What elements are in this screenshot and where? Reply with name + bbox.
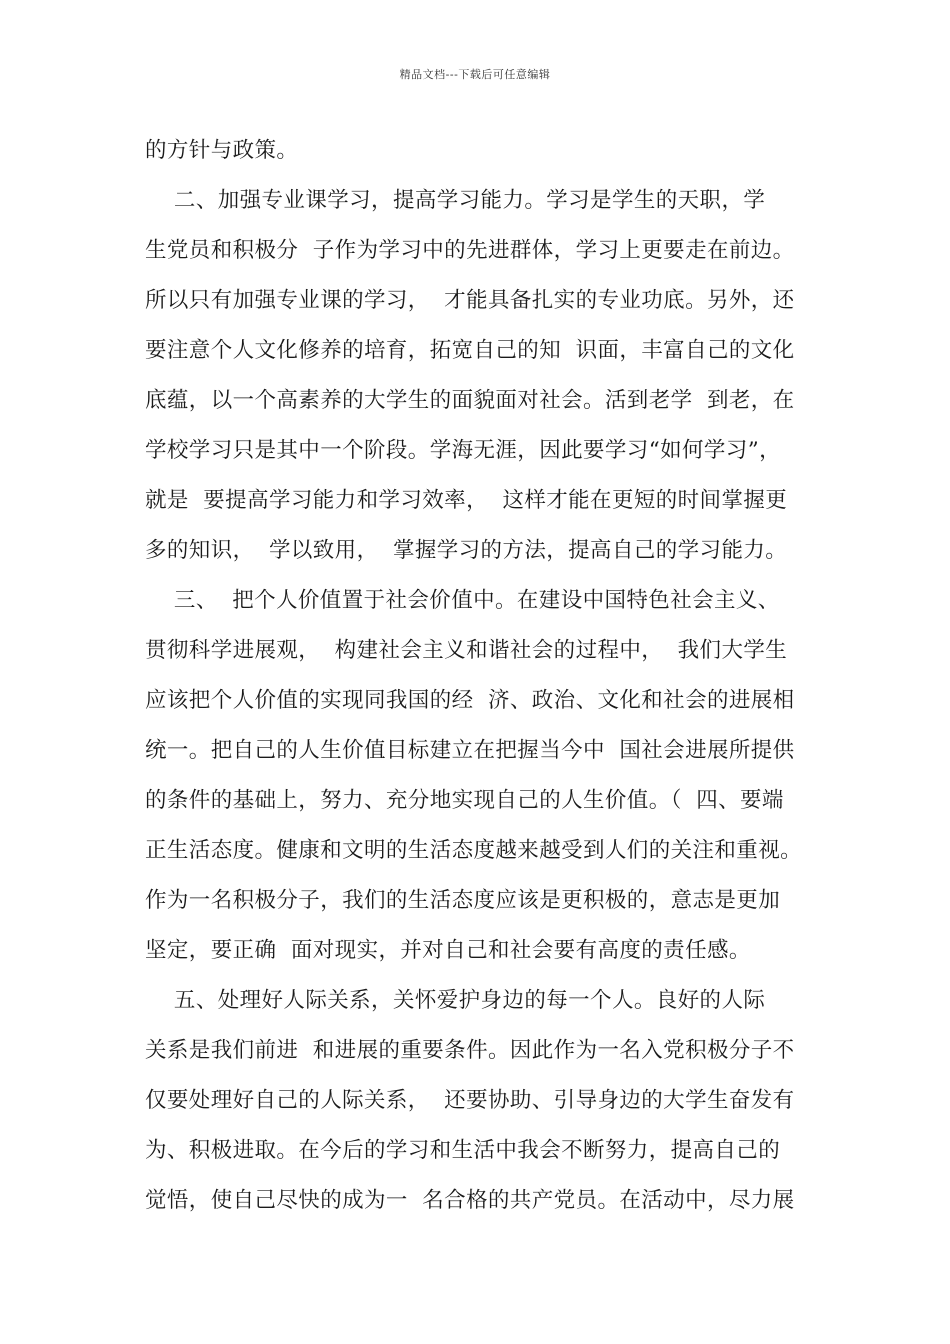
body-line: 就是 要提高学习能力和学习效率， 这样才能在更短的时间掌握更: [145, 488, 788, 513]
body-line: 的方针与政策。: [145, 138, 299, 163]
document-body: [145, 126, 825, 1226]
body-line: 多的知识， 学以致用， 掌握学习的方法，提高自己的学习能力。: [145, 538, 788, 563]
body-line: 学校学习只是其中一个阶段。学海无涯，因此要学习“如何学习”，: [145, 438, 781, 463]
body-line: 为、积极进取。在今后的学习和生活中我会不断努力，提高自己的: [145, 1138, 781, 1163]
body-line: 仅要处理好自己的人际关系， 还要协助、引导身边的大学生奋发有: [145, 1088, 795, 1113]
body-line: 所以只有加强专业课的学习， 才能具备扎实的专业功底。另外，还: [145, 288, 795, 313]
body-line: 应该把个人价值的实现同我国的经 济、政治、文化和社会的进展相: [145, 688, 795, 713]
body-line: 贯彻科学进展观， 构建社会主义和谐社会的过程中， 我们大学生: [145, 638, 788, 663]
body-line: 坚定，要正确 面对现实，并对自己和社会要有高度的责任感。: [145, 938, 751, 963]
body-line: 正生活态度。健康和文明的生活态度越来越受到人们的关注和重视。: [145, 838, 803, 863]
body-line: 觉悟，使自己尽快的成为一 名合格的共产党员。在活动中，尽力展: [145, 1188, 795, 1213]
body-line: 要注意个人文化修养的培育，拓宽自己的知 识面，丰富自己的文化: [145, 338, 795, 363]
body-line: 的条件的基础上，努力、充分地实现自己的人生价值。（ 四、要端: [145, 788, 784, 813]
body-line: 统一。把自己的人生价值目标建立在把握当今中 国社会进展所提供: [145, 738, 795, 763]
page-header: 精品文档---下载后可任意编辑: [399, 68, 551, 81]
body-line: 五、处理好人际关系，关怀爱护身边的每一个人。良好的人际: [145, 988, 766, 1013]
body-line: 关系是我们前进 和进展的重要条件。因此作为一名入党积极分子不: [145, 1038, 795, 1063]
body-line: 作为一名积极分子，我们的生活态度应该是更积极的，意志是更加: [145, 888, 781, 913]
body-line: 二、加强专业课学习，提高学习能力。学习是学生的天职，学: [145, 188, 766, 213]
body-line: 三、 把个人价值置于社会价值中。在建设中国特色社会主义、: [145, 588, 780, 613]
body-line: 生党员和积极分 子作为学习中的先进群体，学习上更要走在前边。: [145, 238, 795, 263]
body-line: 底蕴，以一个高素养的大学生的面貌面对社会。活到老学 到老，在: [145, 388, 795, 413]
